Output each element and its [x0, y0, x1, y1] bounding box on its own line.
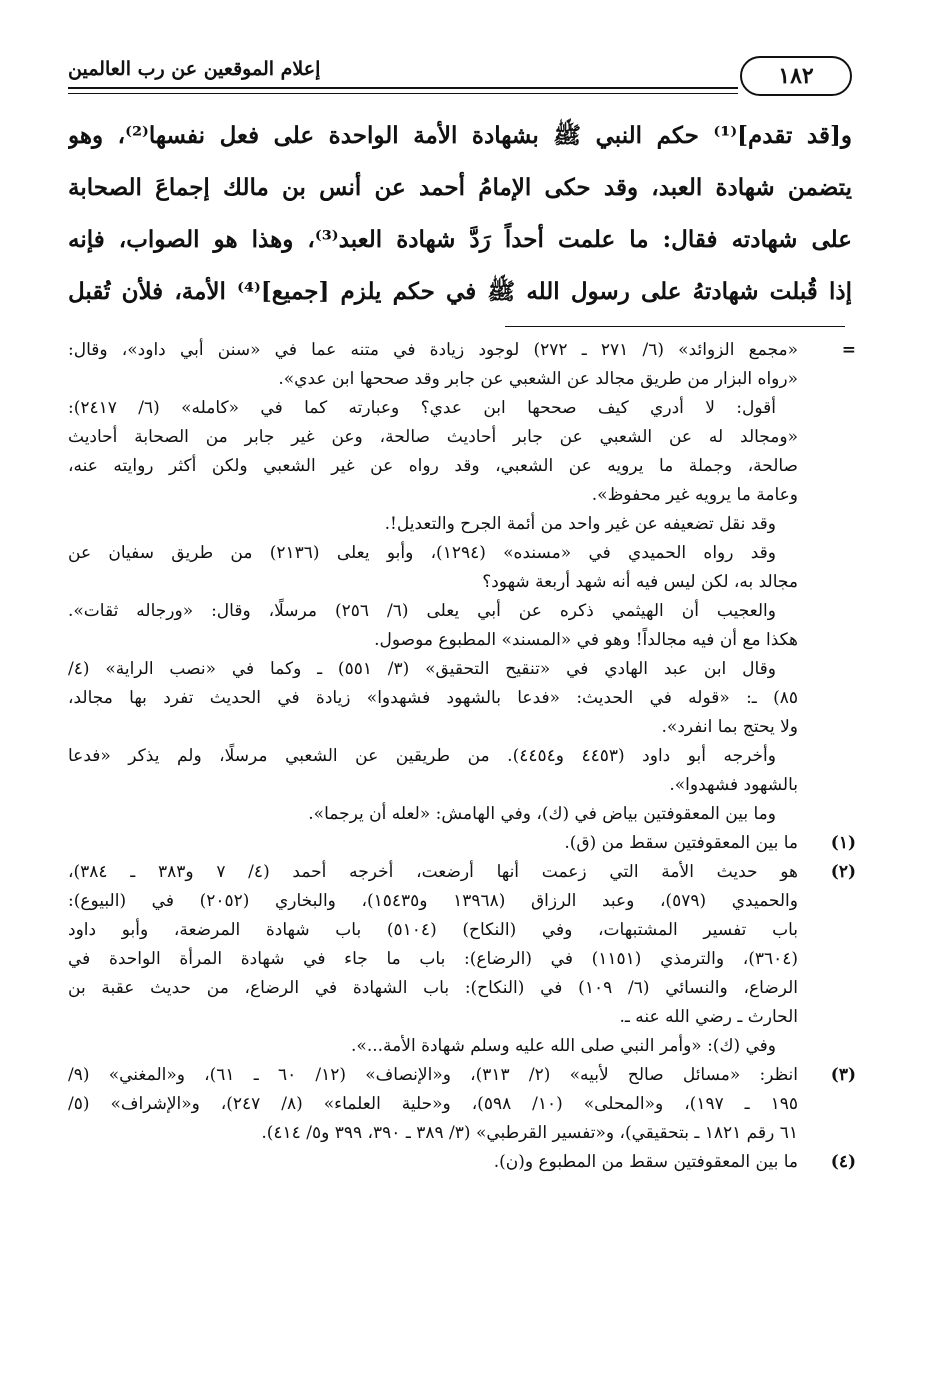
- footnote-separator: [505, 326, 845, 327]
- footnotes: [68, 336, 856, 1177]
- main-text-line: و[قد تقدم]⁽¹⁾ حكم النبي ﷺ بشهادة الأمة الواحدة على فعل نفسها⁽²⁾، وهو: [68, 122, 852, 149]
- footnote-body: [68, 1148, 798, 1177]
- footnote-line: والحميدي (٥٧٩)، وعبد الرزاق (١٣٩٦٨ و١٥٤٣٥)، والبخاري (٢٠٥٢) في (البيوع):: [68, 891, 798, 911]
- footnote-line: والعجيب أن الهيثمي ذكره عن أبي يعلى (٦/ ٢٥٦) مرسلًا، وقال: «ورجاله ثقات».: [68, 601, 776, 621]
- footnote-line: ٦١ رقم ١٨٢١ ـ بتحقيقي)، و«تفسير القرطبي» (٣/ ٣٨٩ ـ ٣٩٠، ٣٩٩ و٥/ ٤١٤).: [261, 1123, 798, 1143]
- footnote-continuation: [68, 336, 856, 829]
- footnote-line: انظر: «مسائل صالح لأبيه» (٢/ ٣١٣)، و«الإنصاف» (١٢/ ٦٠ ـ ٦١)، و«المغني» (٩/: [68, 1065, 798, 1085]
- footnote-line: وقد نقل تضعيفه عن غير واحد من أئمة الجرح والتعديل!.: [384, 514, 776, 534]
- footnote-marker: (١): [830, 833, 856, 853]
- main-text: [68, 110, 852, 318]
- footnote-line: ٨٥) ـ: «قوله في الحديث: «فدعا بالشهود فشهدوا» زيادة في الحديث تفرد بها مجالد،: [68, 688, 798, 708]
- page-number-badge: [740, 56, 852, 96]
- footnote-line: وعامة ما يرويه غير محفوظ».: [591, 485, 798, 505]
- footnote-marker: (٢): [830, 862, 856, 882]
- main-text-line: على شهادته فقال: ما علمت أحداً رَدَّ شهادة العبد⁽³⁾، وهذا هو الصواب، فإنه: [68, 226, 852, 253]
- footnote-line: بالشهود فشهدوا».: [669, 775, 798, 795]
- footnote-line: ولا يحتج بما انفرد».: [661, 717, 798, 737]
- footnote-line: هو حديث الأمة التي زعمت أنها أرضعت، أخرجه أحمد (٤/ ٧ و٣٨٣ ـ ٣٨٤)،: [68, 862, 798, 882]
- footnote-line: وأخرجه أبو داود (٤٤٥٣ و٤٤٥٤). من طريقين عن الشعبي مرسلًا، ولم يذكر «فدعا: [68, 746, 776, 766]
- footnote-marker: =: [841, 340, 856, 360]
- footnote-body: [68, 858, 798, 1061]
- footnote-line: الرضاع، والنسائي (٦/ ١٠٩) في (النكاح): باب الشهادة في الرضاع، من حديث عقبة بن: [68, 978, 798, 998]
- footnote-line: ١٩٥ ـ ١٩٧)، و«المحلى» (١٠/ ٥٩٨)، و«حلية العلماء» (٨/ ٢٤٧)، و«الإشراف» (٥/: [68, 1094, 798, 1114]
- footnote-4: [68, 1148, 856, 1177]
- footnote-line: وما بين المعقوفتين بياض في (ك)، وفي الهامش: «لعله أن يرجما».: [308, 804, 776, 824]
- main-text-line: إذا قُبلت شهادتهُ على رسول الله ﷺ في حكم يلزم [جميع]⁽⁴⁾ الأمة، فلأن تُقبل: [68, 278, 852, 305]
- footnote-line: ما بين المعقوفتين سقط من (ق).: [564, 833, 798, 853]
- page-header: [68, 56, 852, 102]
- footnote-line: باب تفسير المشتبهات، وفي (النكاح) (٥١٠٤) باب شهادة المرضعة، وأبو داود: [68, 920, 798, 940]
- header-rule-thin: [68, 93, 738, 94]
- footnote-2: [68, 858, 856, 1061]
- footnote-body: [68, 336, 798, 829]
- footnote-1: [68, 829, 856, 858]
- footnote-line: وفي (ك): «وأمر النبي صلى الله عليه وسلم شهادة الأمة...».: [351, 1036, 776, 1056]
- footnote-line: الحارث ـ رضي الله عنه ـ.: [619, 1007, 798, 1027]
- footnote-body: [68, 829, 798, 858]
- footnote-line: «رواه البزار من طريق مجالد عن الشعبي عن جابر وقد صححها ابن عدي».: [278, 369, 798, 389]
- running-title: إعلام الموقعين عن رب العالمين: [68, 58, 321, 80]
- footnote-line: ما بين المعقوفتين سقط من المطبوع و(ن).: [493, 1152, 798, 1172]
- footnote-line: هكذا مع أن فيه مجالداً! وهو في «المسند» المطبوع موصول.: [374, 630, 798, 650]
- footnote-line: وقال ابن عبد الهادي في «تنقيح التحقيق» (٣/ ٥٥١) ـ وكما في «نصب الراية» (٤/: [68, 659, 776, 679]
- footnote-line: وقد رواه الحميدي في «مسنده» (١٢٩٤)، وأبو يعلى (٢١٣٦) من طريق سفيان عن: [68, 543, 777, 563]
- footnote-marker: (٤): [830, 1152, 856, 1172]
- page-number: ١٨٢: [778, 63, 814, 89]
- footnote-3: [68, 1061, 856, 1148]
- footnote-line: (٣٦٠٤)، والترمذي (١١٥١) في (الرضاع): باب ما جاء في شهادة المرأة الواحدة في: [68, 949, 798, 969]
- footnote-line: مجالد به، لكن ليس فيه أنه شهد أربعة شهود؟: [482, 572, 798, 592]
- footnote-line: أقول: لا أدري كيف صححها ابن عدي؟ وعبارته كما في «كامله» (٦/ ٢٤١٧):: [68, 398, 776, 418]
- footnote-line: صالحة، وجملة ما يرويه عن الشعبي، وقد رواه عن غير الشعبي ولكن أكثر روايته عنه،: [68, 456, 798, 476]
- footnote-line: «ومجالد له عن الشعبي عن جابر أحاديث صالحة، وعن غير جابر من الصحابة أحاديث: [68, 427, 798, 447]
- main-text-line: يتضمن شهادة العبد، وقد حكى الإمامُ أحمد عن أنس بن مالك إجماعَ الصحابة: [68, 174, 852, 201]
- footnote-marker: (٣): [830, 1065, 856, 1085]
- footnote-line: «مجمع الزوائد» (٦/ ٢٧١ ـ ٢٧٢) لوجود زيادة في متنه عما في «سنن أبي داود»، وقال:: [68, 340, 798, 360]
- header-rule-thick: [68, 87, 738, 89]
- footnote-body: [68, 1061, 798, 1148]
